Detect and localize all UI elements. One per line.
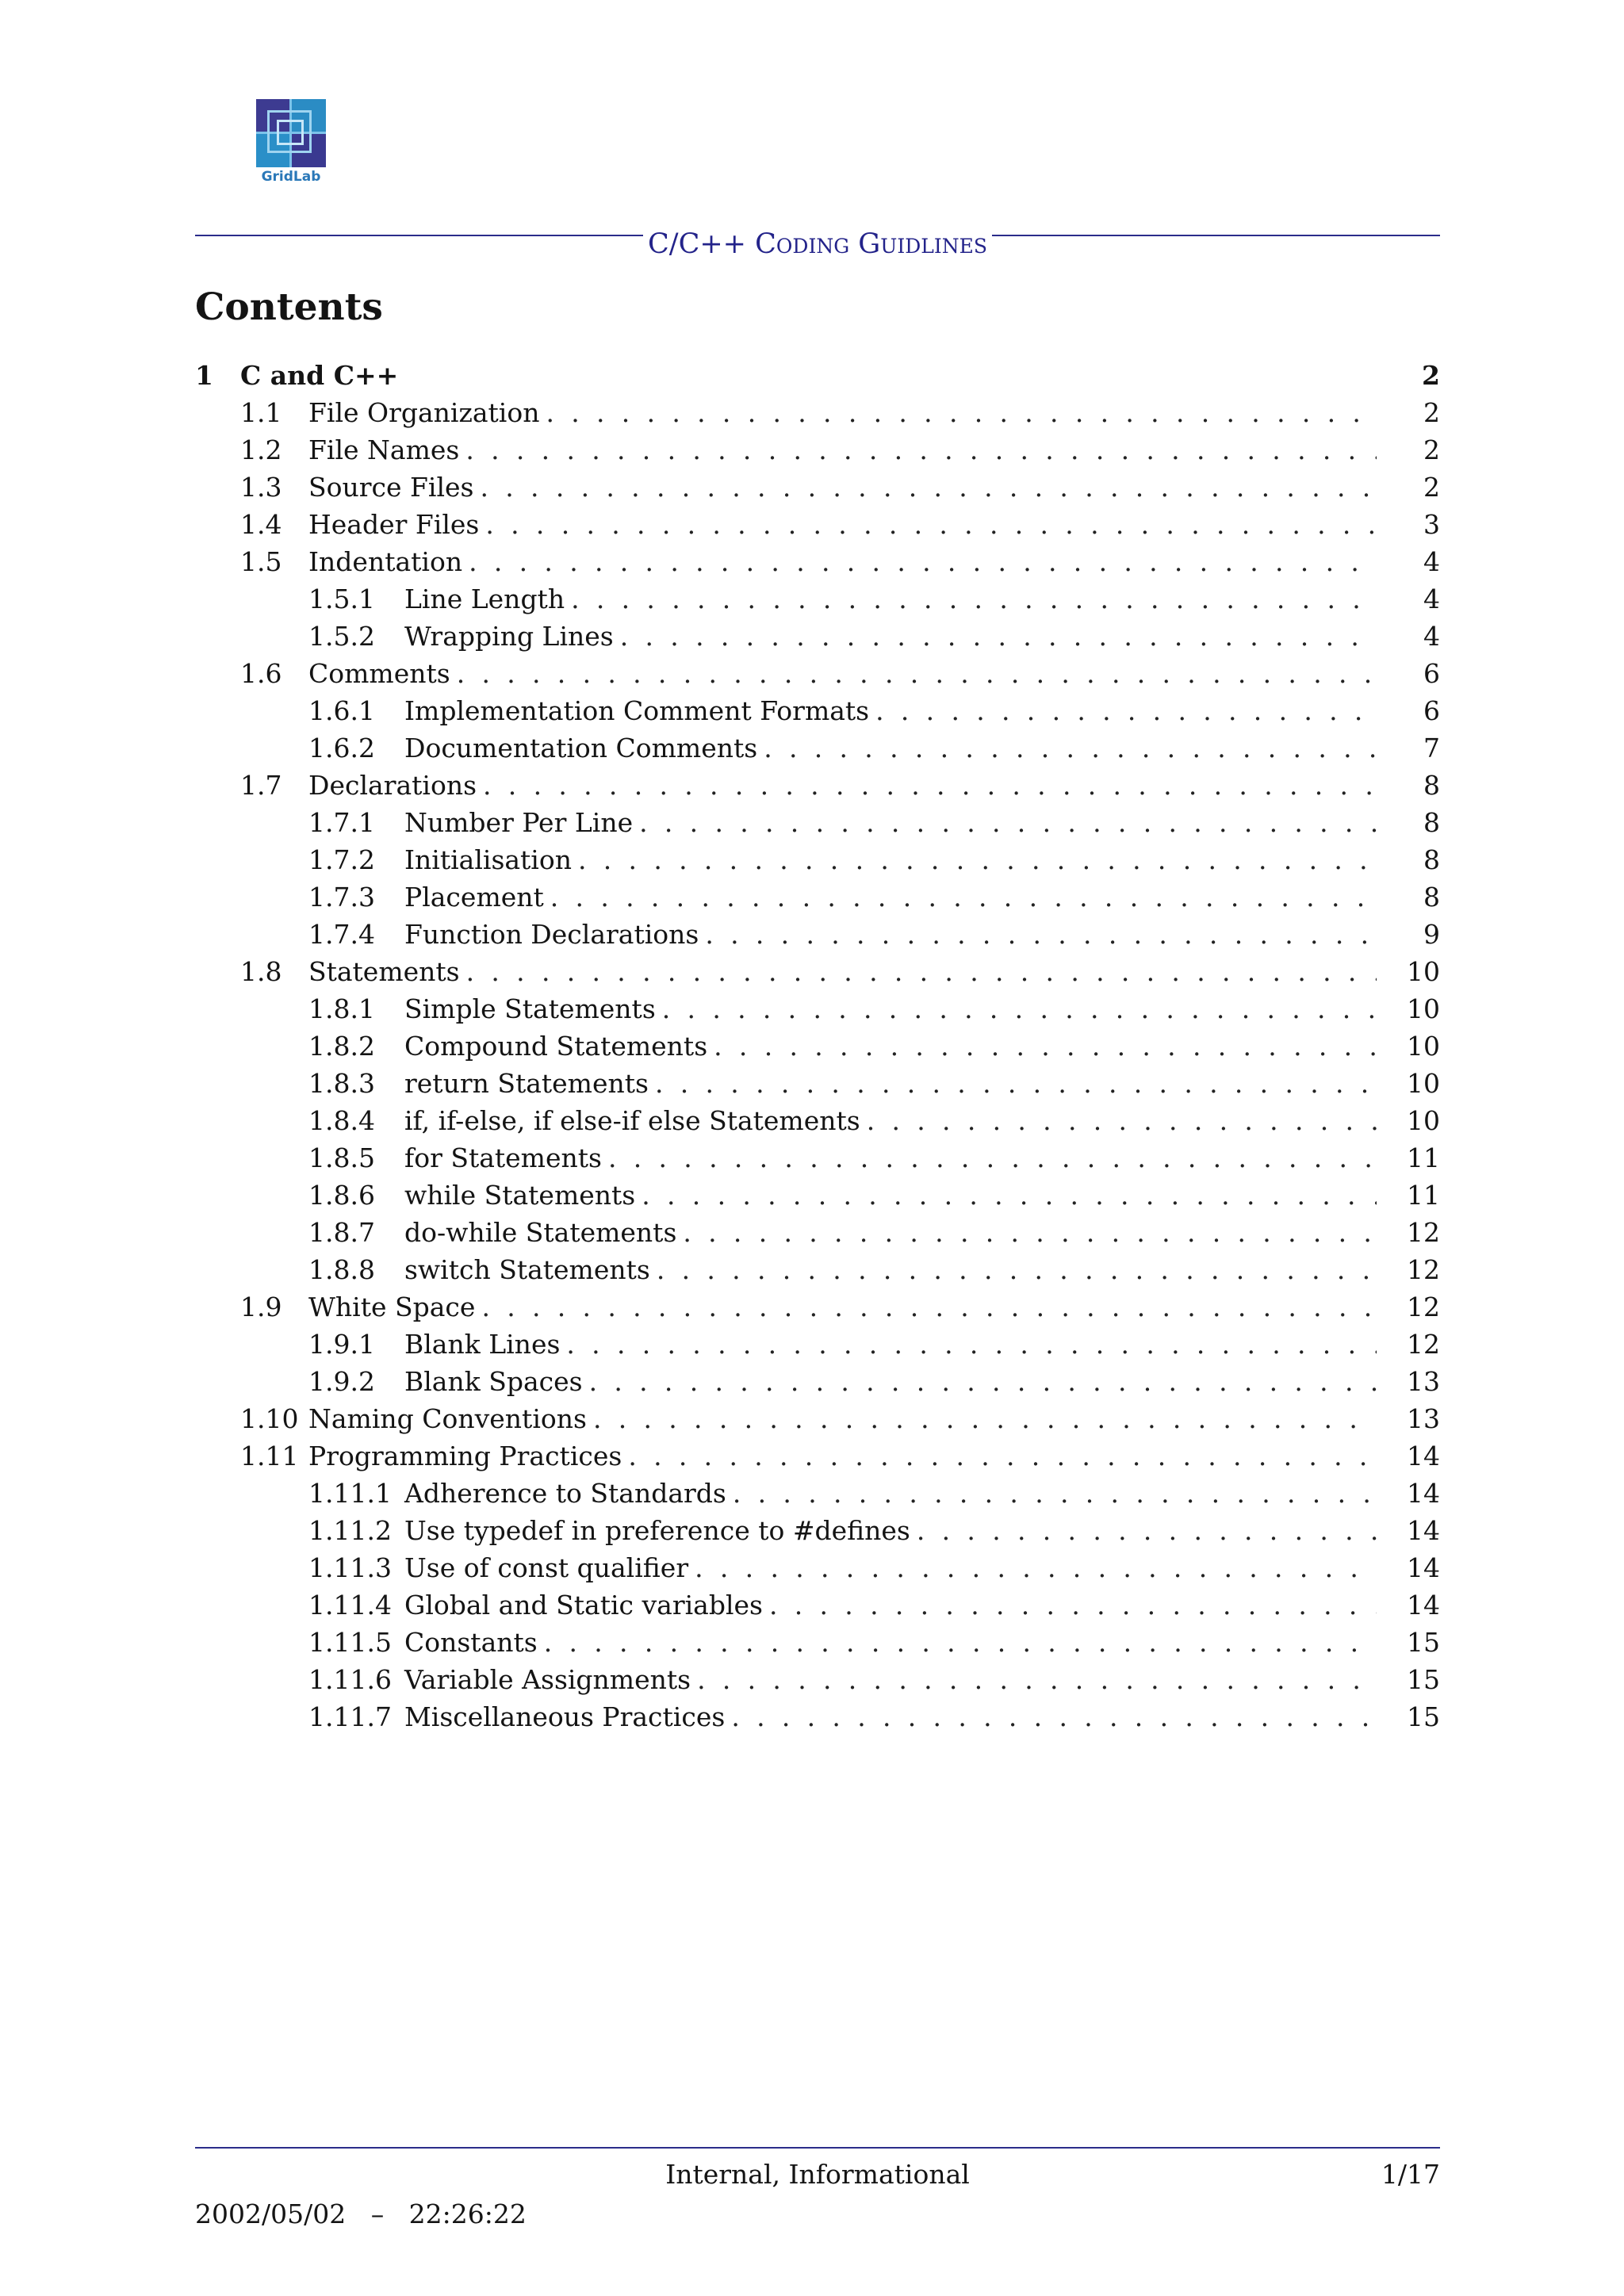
toc-entry[interactable] bbox=[195, 953, 1440, 990]
toc-dot-leader bbox=[917, 1512, 1377, 1549]
toc-entry[interactable] bbox=[195, 1624, 1440, 1661]
toc-entry-page: 2 bbox=[1377, 357, 1440, 394]
toc-entry-title: Programming Practices bbox=[308, 1437, 628, 1475]
toc-entry-title: File Names bbox=[308, 431, 465, 469]
toc-dot-leader bbox=[731, 1698, 1377, 1735]
toc-entry-line bbox=[404, 1326, 1440, 1363]
toc-entry-line bbox=[404, 1065, 1440, 1102]
toc-entry-page: 13 bbox=[1377, 1400, 1440, 1437]
toc-entry-title: Documentation Comments bbox=[404, 729, 764, 767]
toc-dot-leader bbox=[867, 1102, 1377, 1139]
toc-dot-leader bbox=[655, 1065, 1377, 1102]
toc-entry-title: Simple Statements bbox=[404, 990, 662, 1027]
toc-entry[interactable] bbox=[195, 692, 1440, 729]
toc-dot-leader bbox=[875, 692, 1377, 729]
toc-entry-line bbox=[308, 431, 1440, 469]
toc-entry-line bbox=[404, 580, 1440, 618]
toc-dot-leader bbox=[481, 1288, 1377, 1326]
toc-entry-title: Comments bbox=[308, 655, 457, 692]
toc-dot-leader bbox=[662, 990, 1377, 1027]
toc-entry-title: Compound Statements bbox=[404, 1027, 714, 1065]
toc-entry-number: 1.5 bbox=[240, 546, 282, 577]
toc-entry[interactable] bbox=[195, 394, 1440, 431]
toc-entry-title: Initialisation bbox=[404, 841, 578, 878]
toc-entry[interactable] bbox=[195, 543, 1440, 580]
toc-entry-title: Wrapping Lines bbox=[404, 618, 620, 655]
toc-entry[interactable] bbox=[195, 1027, 1440, 1065]
footer-time: 22:26:22 bbox=[408, 2198, 527, 2229]
toc-entry-title: Number Per Line bbox=[404, 804, 639, 841]
toc-entry-line bbox=[308, 506, 1440, 543]
toc-entry-title: Use of const qualifier bbox=[404, 1549, 695, 1586]
toc-entry-number: 1.11.1 bbox=[308, 1478, 392, 1509]
toc-entry-page: 15 bbox=[1377, 1661, 1440, 1698]
toc-entry-title: Naming Conventions bbox=[308, 1400, 593, 1437]
toc-dot-leader bbox=[769, 1586, 1377, 1624]
toc-dot-leader bbox=[642, 1177, 1377, 1214]
toc-dot-leader bbox=[695, 1549, 1377, 1586]
toc-entry-number: 1.1 bbox=[240, 397, 282, 428]
toc-entry-line bbox=[404, 618, 1440, 655]
toc-entry-line bbox=[404, 916, 1440, 953]
footer-timestamp bbox=[195, 2195, 527, 2234]
toc-dot-leader bbox=[466, 953, 1377, 990]
toc-dot-leader bbox=[544, 1624, 1377, 1661]
toc-entry-number: 1.5.1 bbox=[308, 584, 375, 614]
toc-entry[interactable] bbox=[195, 1214, 1440, 1251]
toc-entry-number: 1.11 bbox=[240, 1441, 299, 1471]
toc-entry[interactable] bbox=[195, 767, 1440, 804]
toc-entry[interactable] bbox=[195, 1065, 1440, 1102]
footer-page-number: 1/17 bbox=[1381, 2159, 1440, 2190]
toc-entry-number: 1.8 bbox=[240, 956, 282, 987]
running-header-title: C/C++ Coding Guidlines bbox=[643, 228, 992, 260]
toc-entry-title: if, if-else, if else-if else Statements bbox=[404, 1102, 867, 1139]
toc-entry-line bbox=[308, 1437, 1440, 1475]
toc-entry-line bbox=[404, 841, 1440, 878]
toc-entry-page: 15 bbox=[1377, 1624, 1440, 1661]
toc-dot-leader bbox=[764, 729, 1377, 767]
toc-entry-number: 1.6.1 bbox=[308, 695, 375, 726]
toc-entry-number: 1.8.6 bbox=[308, 1180, 375, 1211]
toc-dot-leader bbox=[469, 543, 1377, 580]
toc-entry-page: 4 bbox=[1377, 618, 1440, 655]
toc-entry[interactable] bbox=[195, 506, 1440, 543]
toc-entry-page: 3 bbox=[1377, 506, 1440, 543]
toc-entry-number: 1.6 bbox=[240, 658, 282, 689]
toc-entry-page: 4 bbox=[1377, 580, 1440, 618]
toc-entry-title: Global and Static variables bbox=[404, 1586, 769, 1624]
toc-entry-number: 1.8.7 bbox=[308, 1217, 375, 1248]
toc-entry-page: 8 bbox=[1377, 878, 1440, 916]
toc-entry[interactable] bbox=[195, 1251, 1440, 1288]
toc-entry-number: 1.11.2 bbox=[308, 1515, 392, 1546]
toc-entry-number: 1.9.2 bbox=[308, 1366, 375, 1397]
toc-entry-line bbox=[240, 357, 1440, 394]
toc-entry-page: 15 bbox=[1377, 1698, 1440, 1735]
toc-dot-leader bbox=[705, 916, 1377, 953]
toc-entry-title: for Statements bbox=[404, 1139, 608, 1177]
toc-dot-leader bbox=[465, 431, 1377, 469]
toc-entry-page: 14 bbox=[1377, 1437, 1440, 1475]
toc-entry[interactable] bbox=[195, 618, 1440, 655]
toc-dot-leader bbox=[578, 841, 1377, 878]
toc-dot-leader bbox=[546, 394, 1377, 431]
toc-entry-page: 14 bbox=[1377, 1549, 1440, 1586]
footer-separator: – bbox=[370, 2198, 385, 2229]
toc-entry[interactable] bbox=[195, 1102, 1440, 1139]
toc-entry[interactable] bbox=[195, 580, 1440, 618]
toc-entry-line bbox=[308, 1288, 1440, 1326]
toc-entry-title: Placement bbox=[404, 878, 550, 916]
toc-entry-title: Header Files bbox=[308, 506, 485, 543]
toc-entry-title: Indentation bbox=[308, 543, 469, 580]
toc-dot-leader bbox=[733, 1475, 1377, 1512]
toc-entry-number: 1 bbox=[195, 360, 213, 391]
toc-entry[interactable] bbox=[195, 1326, 1440, 1363]
toc-entry[interactable] bbox=[195, 1512, 1440, 1549]
toc-entry[interactable] bbox=[195, 841, 1440, 878]
toc-dot-leader bbox=[593, 1400, 1377, 1437]
toc-dot-leader bbox=[620, 618, 1377, 655]
toc-entry-number: 1.8.8 bbox=[308, 1254, 375, 1285]
toc-dot-leader bbox=[589, 1363, 1377, 1400]
toc-entry-line bbox=[404, 990, 1440, 1027]
toc-entry[interactable] bbox=[195, 1139, 1440, 1177]
toc-entry-line bbox=[404, 1661, 1440, 1698]
toc-entry-title: Use typedef in preference to #defines bbox=[404, 1512, 917, 1549]
toc-entry-page: 14 bbox=[1377, 1512, 1440, 1549]
toc-entry-page: 12 bbox=[1377, 1288, 1440, 1326]
toc-entry-number: 1.7.1 bbox=[308, 807, 375, 838]
toc-entry-page: 8 bbox=[1377, 804, 1440, 841]
toc-dot-leader bbox=[571, 580, 1377, 618]
toc-entry-number: 1.9.1 bbox=[308, 1329, 375, 1360]
toc-entry-line bbox=[404, 1251, 1440, 1288]
toc-entry-line bbox=[308, 543, 1440, 580]
toc-entry-page: 12 bbox=[1377, 1214, 1440, 1251]
toc-entry[interactable] bbox=[195, 1549, 1440, 1586]
toc-entry-title: Line Length bbox=[404, 580, 571, 618]
toc-entry-line bbox=[404, 1363, 1440, 1400]
toc-entry-line bbox=[404, 1139, 1440, 1177]
toc-entry[interactable] bbox=[195, 1698, 1440, 1735]
toc-entry-number: 1.4 bbox=[240, 509, 282, 540]
toc-entry-title: Blank Lines bbox=[404, 1326, 566, 1363]
toc-entry-number: 1.7.4 bbox=[308, 919, 375, 950]
toc-dot-leader bbox=[697, 1661, 1377, 1698]
toc-entry-number: 1.7.3 bbox=[308, 882, 375, 913]
toc-entry-line bbox=[308, 655, 1440, 692]
toc-entry-page: 8 bbox=[1377, 841, 1440, 878]
toc-entry-title: File Organization bbox=[308, 394, 546, 431]
toc-entry-number: 1.10 bbox=[240, 1403, 299, 1434]
footer-classification: Internal, Informational bbox=[665, 2159, 970, 2190]
toc-entry-number: 1.11.3 bbox=[308, 1552, 392, 1583]
toc-entry-number: 1.2 bbox=[240, 434, 282, 465]
toc-entry-line bbox=[404, 1475, 1440, 1512]
toc-entry[interactable] bbox=[195, 431, 1440, 469]
toc-entry-title: White Space bbox=[308, 1288, 481, 1326]
toc-entry-line bbox=[308, 394, 1440, 431]
toc-dot-leader bbox=[550, 878, 1377, 916]
toc-entry-page: 7 bbox=[1377, 729, 1440, 767]
toc-entry-number: 1.8.3 bbox=[308, 1068, 375, 1099]
footer-rule bbox=[195, 2147, 1440, 2149]
toc-entry-title: Adherence to Standards bbox=[404, 1475, 733, 1512]
toc-entry-line bbox=[404, 1549, 1440, 1586]
toc-dot-leader bbox=[566, 1326, 1377, 1363]
toc-entry-number: 1.8.4 bbox=[308, 1105, 375, 1136]
toc-entry-page: 12 bbox=[1377, 1326, 1440, 1363]
toc-entry[interactable] bbox=[195, 1475, 1440, 1512]
toc-entry-line bbox=[308, 469, 1440, 506]
toc-entry-line bbox=[404, 1214, 1440, 1251]
toc-entry-page: 10 bbox=[1377, 953, 1440, 990]
toc-entry[interactable] bbox=[195, 1437, 1440, 1475]
toc-entry-title: Variable Assignments bbox=[404, 1661, 697, 1698]
toc-entry[interactable] bbox=[195, 729, 1440, 767]
toc-entry-number: 1.11.7 bbox=[308, 1701, 392, 1732]
toc-entry-page: 12 bbox=[1377, 1251, 1440, 1288]
toc-entry-title: Statements bbox=[308, 953, 466, 990]
toc-entry[interactable] bbox=[195, 1288, 1440, 1326]
toc-entry-title: return Statements bbox=[404, 1065, 655, 1102]
toc-entry[interactable] bbox=[195, 1400, 1440, 1437]
toc-entry[interactable] bbox=[195, 1177, 1440, 1214]
toc-entry[interactable] bbox=[195, 1586, 1440, 1624]
toc-dot-leader bbox=[628, 1437, 1377, 1475]
toc-entry-title: Declarations bbox=[308, 767, 483, 804]
toc-entry-line bbox=[308, 953, 1440, 990]
toc-entry-number: 1.8.1 bbox=[308, 993, 375, 1024]
toc-entry-line bbox=[404, 1586, 1440, 1624]
toc-entry[interactable] bbox=[195, 655, 1440, 692]
toc-entry-page: 6 bbox=[1377, 655, 1440, 692]
toc-entry[interactable] bbox=[195, 804, 1440, 841]
toc-entry-title: do-while Statements bbox=[404, 1214, 683, 1251]
gridlab-logo-icon bbox=[256, 99, 326, 167]
toc-entry-page: 11 bbox=[1377, 1139, 1440, 1177]
toc-entry[interactable] bbox=[195, 878, 1440, 916]
toc-entry-page: 9 bbox=[1377, 916, 1440, 953]
toc-entry-title: switch Statements bbox=[404, 1251, 657, 1288]
toc-entry-page: 13 bbox=[1377, 1363, 1440, 1400]
toc-entry-line bbox=[404, 878, 1440, 916]
toc-entry-number: 1.7.2 bbox=[308, 844, 375, 875]
toc-entry-number: 1.3 bbox=[240, 472, 282, 503]
toc-entry-line bbox=[404, 1102, 1440, 1139]
toc-dot-leader bbox=[485, 506, 1377, 543]
toc-dot-leader bbox=[480, 469, 1377, 506]
toc-entry-page: 14 bbox=[1377, 1475, 1440, 1512]
footer-date: 2002/05/02 bbox=[195, 2198, 347, 2229]
toc-entry-line bbox=[404, 1698, 1440, 1735]
toc-dot-leader bbox=[714, 1027, 1377, 1065]
toc-entry-number: 1.5.2 bbox=[308, 621, 375, 652]
toc-entry-page: 10 bbox=[1377, 1065, 1440, 1102]
toc-entry[interactable] bbox=[195, 916, 1440, 953]
toc-entry-line bbox=[404, 804, 1440, 841]
toc-entry-page: 4 bbox=[1377, 543, 1440, 580]
toc-dot-leader bbox=[457, 655, 1377, 692]
gridlab-logo bbox=[256, 99, 326, 188]
toc-entry-line bbox=[404, 1177, 1440, 1214]
toc-entry-number: 1.6.2 bbox=[308, 733, 375, 763]
toc-entry-number: 1.11.6 bbox=[308, 1664, 392, 1695]
toc-entry-title: Miscellaneous Practices bbox=[404, 1698, 731, 1735]
toc-entry-title: while Statements bbox=[404, 1177, 642, 1214]
table-of-contents bbox=[195, 357, 1440, 1735]
running-header bbox=[195, 224, 1440, 264]
toc-entry-number: 1.7 bbox=[240, 770, 282, 801]
toc-entry-page: 14 bbox=[1377, 1586, 1440, 1624]
toc-entry-page: 11 bbox=[1377, 1177, 1440, 1214]
toc-entry-page: 10 bbox=[1377, 1027, 1440, 1065]
toc-entry-title: Function Declarations bbox=[404, 916, 705, 953]
toc-entry-line bbox=[404, 692, 1440, 729]
toc-entry-line bbox=[404, 1624, 1440, 1661]
toc-entry-number: 1.9 bbox=[240, 1292, 282, 1322]
toc-entry-line bbox=[404, 1027, 1440, 1065]
toc-entry-line bbox=[404, 729, 1440, 767]
toc-entry-number: 1.11.5 bbox=[308, 1627, 392, 1658]
logo-text: GridLab bbox=[261, 169, 321, 185]
toc-entry-page: 2 bbox=[1377, 469, 1440, 506]
toc-entry-title: C and C++ bbox=[240, 357, 404, 394]
toc-dot-leader bbox=[483, 767, 1377, 804]
toc-entry-page: 2 bbox=[1377, 394, 1440, 431]
toc-entry-line bbox=[308, 1400, 1440, 1437]
toc-entry-number: 1.8.5 bbox=[308, 1142, 375, 1173]
toc-entry-page: 2 bbox=[1377, 431, 1440, 469]
toc-entry-title: Implementation Comment Formats bbox=[404, 692, 875, 729]
contents-heading: Contents bbox=[195, 285, 383, 329]
toc-entry-page: 10 bbox=[1377, 1102, 1440, 1139]
toc-entry[interactable] bbox=[195, 357, 1440, 394]
toc-entry[interactable] bbox=[195, 469, 1440, 506]
toc-entry[interactable] bbox=[195, 1661, 1440, 1698]
toc-entry-number: 1.11.4 bbox=[308, 1590, 392, 1621]
toc-dot-leader bbox=[657, 1251, 1377, 1288]
toc-entry-title: Source Files bbox=[308, 469, 480, 506]
toc-dot-leader bbox=[683, 1214, 1377, 1251]
toc-entry-line bbox=[404, 1512, 1440, 1549]
toc-entry-page: 6 bbox=[1377, 692, 1440, 729]
toc-entry-number: 1.8.2 bbox=[308, 1031, 375, 1062]
toc-entry-title: Blank Spaces bbox=[404, 1363, 589, 1400]
toc-entry[interactable] bbox=[195, 1363, 1440, 1400]
toc-entry-page: 10 bbox=[1377, 990, 1440, 1027]
toc-dot-leader bbox=[639, 804, 1377, 841]
toc-dot-leader bbox=[608, 1139, 1377, 1177]
toc-entry-title: Constants bbox=[404, 1624, 544, 1661]
toc-entry-line bbox=[308, 767, 1440, 804]
toc-entry[interactable] bbox=[195, 990, 1440, 1027]
toc-entry-page: 8 bbox=[1377, 767, 1440, 804]
